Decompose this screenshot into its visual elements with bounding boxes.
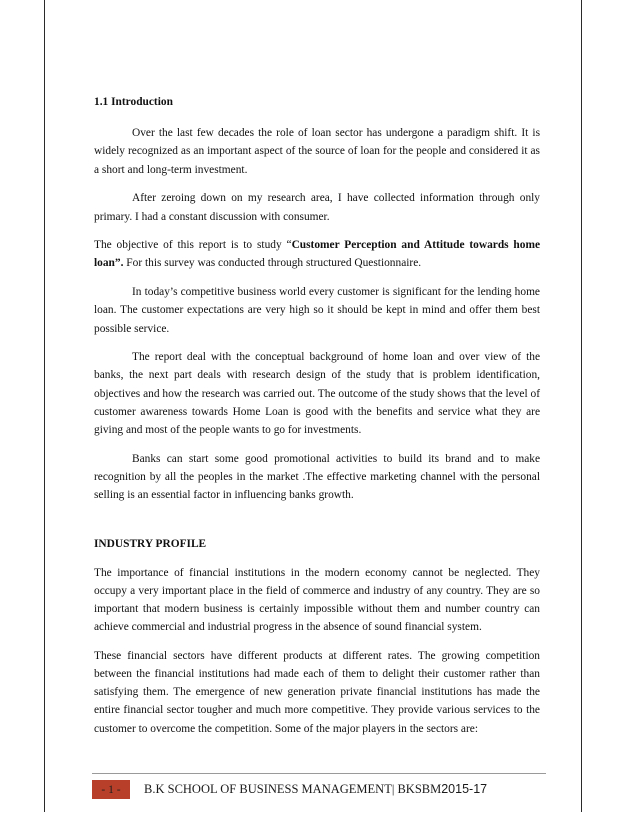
section-title: 1.1 Introduction <box>94 96 173 108</box>
page-footer <box>92 780 487 799</box>
footer-school-label: B.K SCHOOL OF BUSINESS MANAGEMENT| BKSBM <box>144 782 442 796</box>
objective-lead-text: The objective of this report is to study “ <box>94 239 292 252</box>
industry-paragraph-1: The importance of financial institutions in the modern economy cannot be neglected. They occupy a very important place in the field of commerce and industry of any country. They are so important that modern business is certainly impossible without them and number country can achieve commercial and industrial progress in the absence of sound financial system. <box>94 566 540 634</box>
intro-paragraph-4: In today’s competitive business world every customer is significant for the lending home loan. The customer expectations are very high so it should be kept in mind and offer them best possible service. <box>94 286 540 335</box>
intro-paragraph-6: Banks can start some good promotional activities to build its brand and to make recognition by all the peoples in the market .The effective marketing channel with the personal selling is an essential factor in influencing banks growth. <box>94 452 540 502</box>
footer-divider <box>92 773 546 774</box>
intro-paragraph-2: After zeroing down on my research area, I have collected information through only primary. I had a constant discussion with consumer. <box>94 192 540 223</box>
industry-paragraph-2: These financial sectors have different products at different rates. The growing competition between the financial institutions had made each of them to delight their customer rather than satisfying them. The emergence of new generation private financial institutions has made the entire financial sector tougher and much more competitive. They provide various services to the customer to overcome the competition. Some of the major players in the sectors are: <box>94 649 540 735</box>
objective-trailing-text: For this survey was conducted through structured Questionnaire. <box>123 257 422 270</box>
page-number-badge: - 1 - <box>92 780 130 799</box>
intro-paragraph-1: Over the last few decades the role of loan sector has undergone a paradigm shift. It is widely recognized as an important aspect of the source of loan for the people and considered it as a short and long-term investment. <box>94 127 540 176</box>
industry-profile-title: INDUSTRY PROFILE <box>94 538 207 551</box>
study-title: Customer Perception and Attitude towards home loan”. <box>94 239 541 270</box>
footer-school-name <box>144 782 487 797</box>
document-body <box>94 93 540 748</box>
intro-paragraph-3 <box>94 236 540 272</box>
footer-year: 2015-17 <box>441 782 488 796</box>
intro-paragraph-5: The report deal with the conceptual background of home loan and over view of the banks, the next part deals with research design of the study that is problem identification, objectives and how the research was carried out. The outcome of the study shows that the level of customer awareness towards Home Loan is good with the benefits and service what they are giving and most of the people wants to go for investments. <box>94 351 540 437</box>
